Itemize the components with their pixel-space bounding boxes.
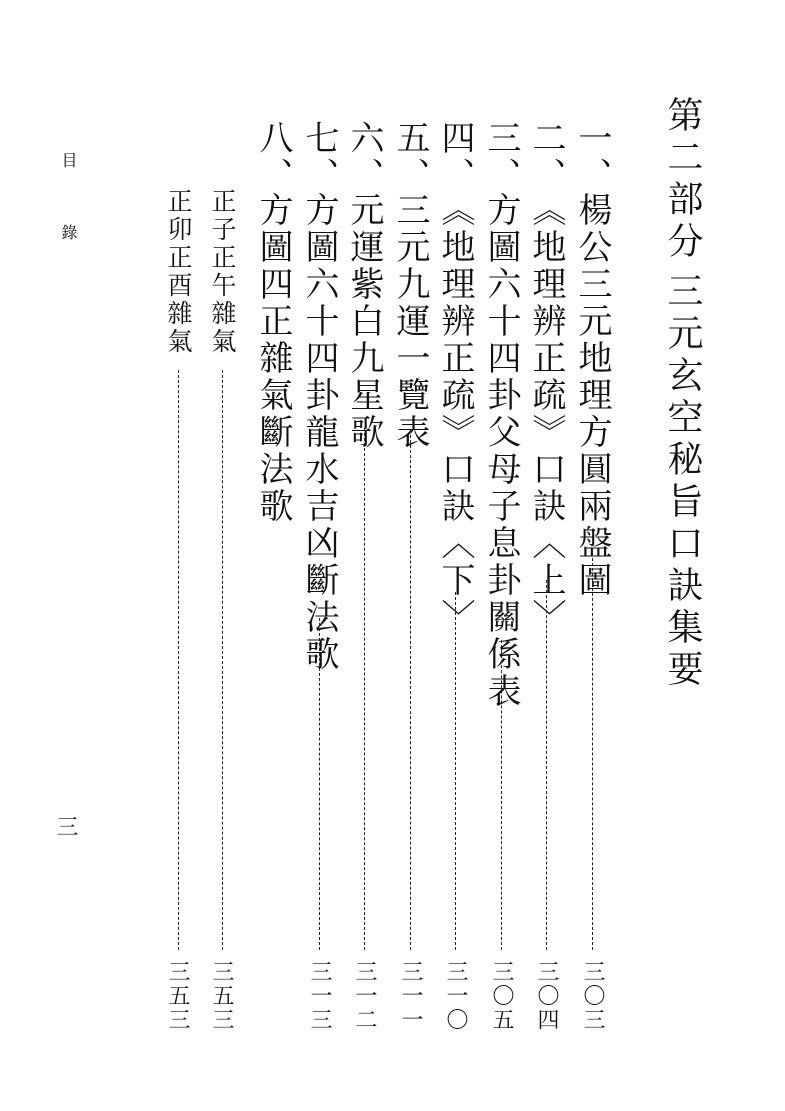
toc-entry-page: 三一〇 — [443, 960, 468, 1032]
toc-entry-page: 三〇三 — [580, 960, 605, 1032]
toc-entry-number: 三、 — [481, 120, 521, 194]
toc-entry-page: 三〇四 — [534, 960, 559, 1032]
toc-entry-number: 二、 — [526, 120, 566, 194]
dot-leader — [546, 580, 547, 950]
dot-leader — [592, 548, 593, 950]
toc-entry-page: 三〇五 — [489, 960, 514, 1032]
toc-entry-title: 方圖六十四卦父母子息卦關係表 — [481, 192, 521, 710]
dot-leader — [410, 430, 411, 950]
toc-subentry-title: 正子正午雜氣 — [208, 188, 237, 356]
toc-entry-title: 元運紫白九星歌 — [344, 192, 384, 451]
margin-label: 目 錄 — [59, 152, 78, 260]
dot-leader — [455, 592, 456, 950]
toc-entry-page: 三一二 — [352, 960, 377, 1032]
part-heading: 第二部分 — [662, 96, 703, 264]
toc-entry-page: 三一一 — [398, 960, 423, 1032]
toc-entry-title: 楊公三元地理方圓兩盤圖 — [572, 192, 612, 599]
section-title: 三元玄空秘旨口訣集要 — [662, 272, 703, 692]
toc-entry-title: 方圖六十四卦龍水吉凶斷法歌 — [299, 192, 339, 673]
toc-entry-number: 五、 — [390, 120, 430, 194]
dot-leader — [178, 370, 179, 950]
toc-entry-title: 《地理辨正疏》口訣〈上〉 — [526, 192, 566, 636]
toc-entry-title: 方圖四正雜氣斷法歌 — [253, 192, 293, 525]
toc-entry-title: 《地理辨正疏》口訣〈下〉 — [435, 192, 475, 636]
toc-entry-page: 三一三 — [307, 960, 332, 1032]
toc-subentry-page: 三五三 — [209, 960, 234, 1032]
toc-entry-number: 七、 — [299, 120, 339, 194]
toc-subentry-page: 三五三 — [165, 960, 190, 1032]
folio-number: 三 — [53, 815, 78, 837]
toc-subentry-title: 正卯正酉雜氣 — [164, 188, 193, 356]
dot-leader — [501, 640, 502, 950]
dot-leader — [222, 370, 223, 950]
toc-entry-title: 三元九運一覽表 — [390, 192, 430, 451]
toc-entry-number: 四、 — [435, 120, 475, 194]
toc-entry-number: 一、 — [572, 120, 612, 194]
toc-entry-number: 八、 — [253, 120, 293, 194]
toc-entry-number: 六、 — [344, 120, 384, 194]
dot-leader — [364, 428, 365, 950]
dot-leader — [319, 618, 320, 950]
